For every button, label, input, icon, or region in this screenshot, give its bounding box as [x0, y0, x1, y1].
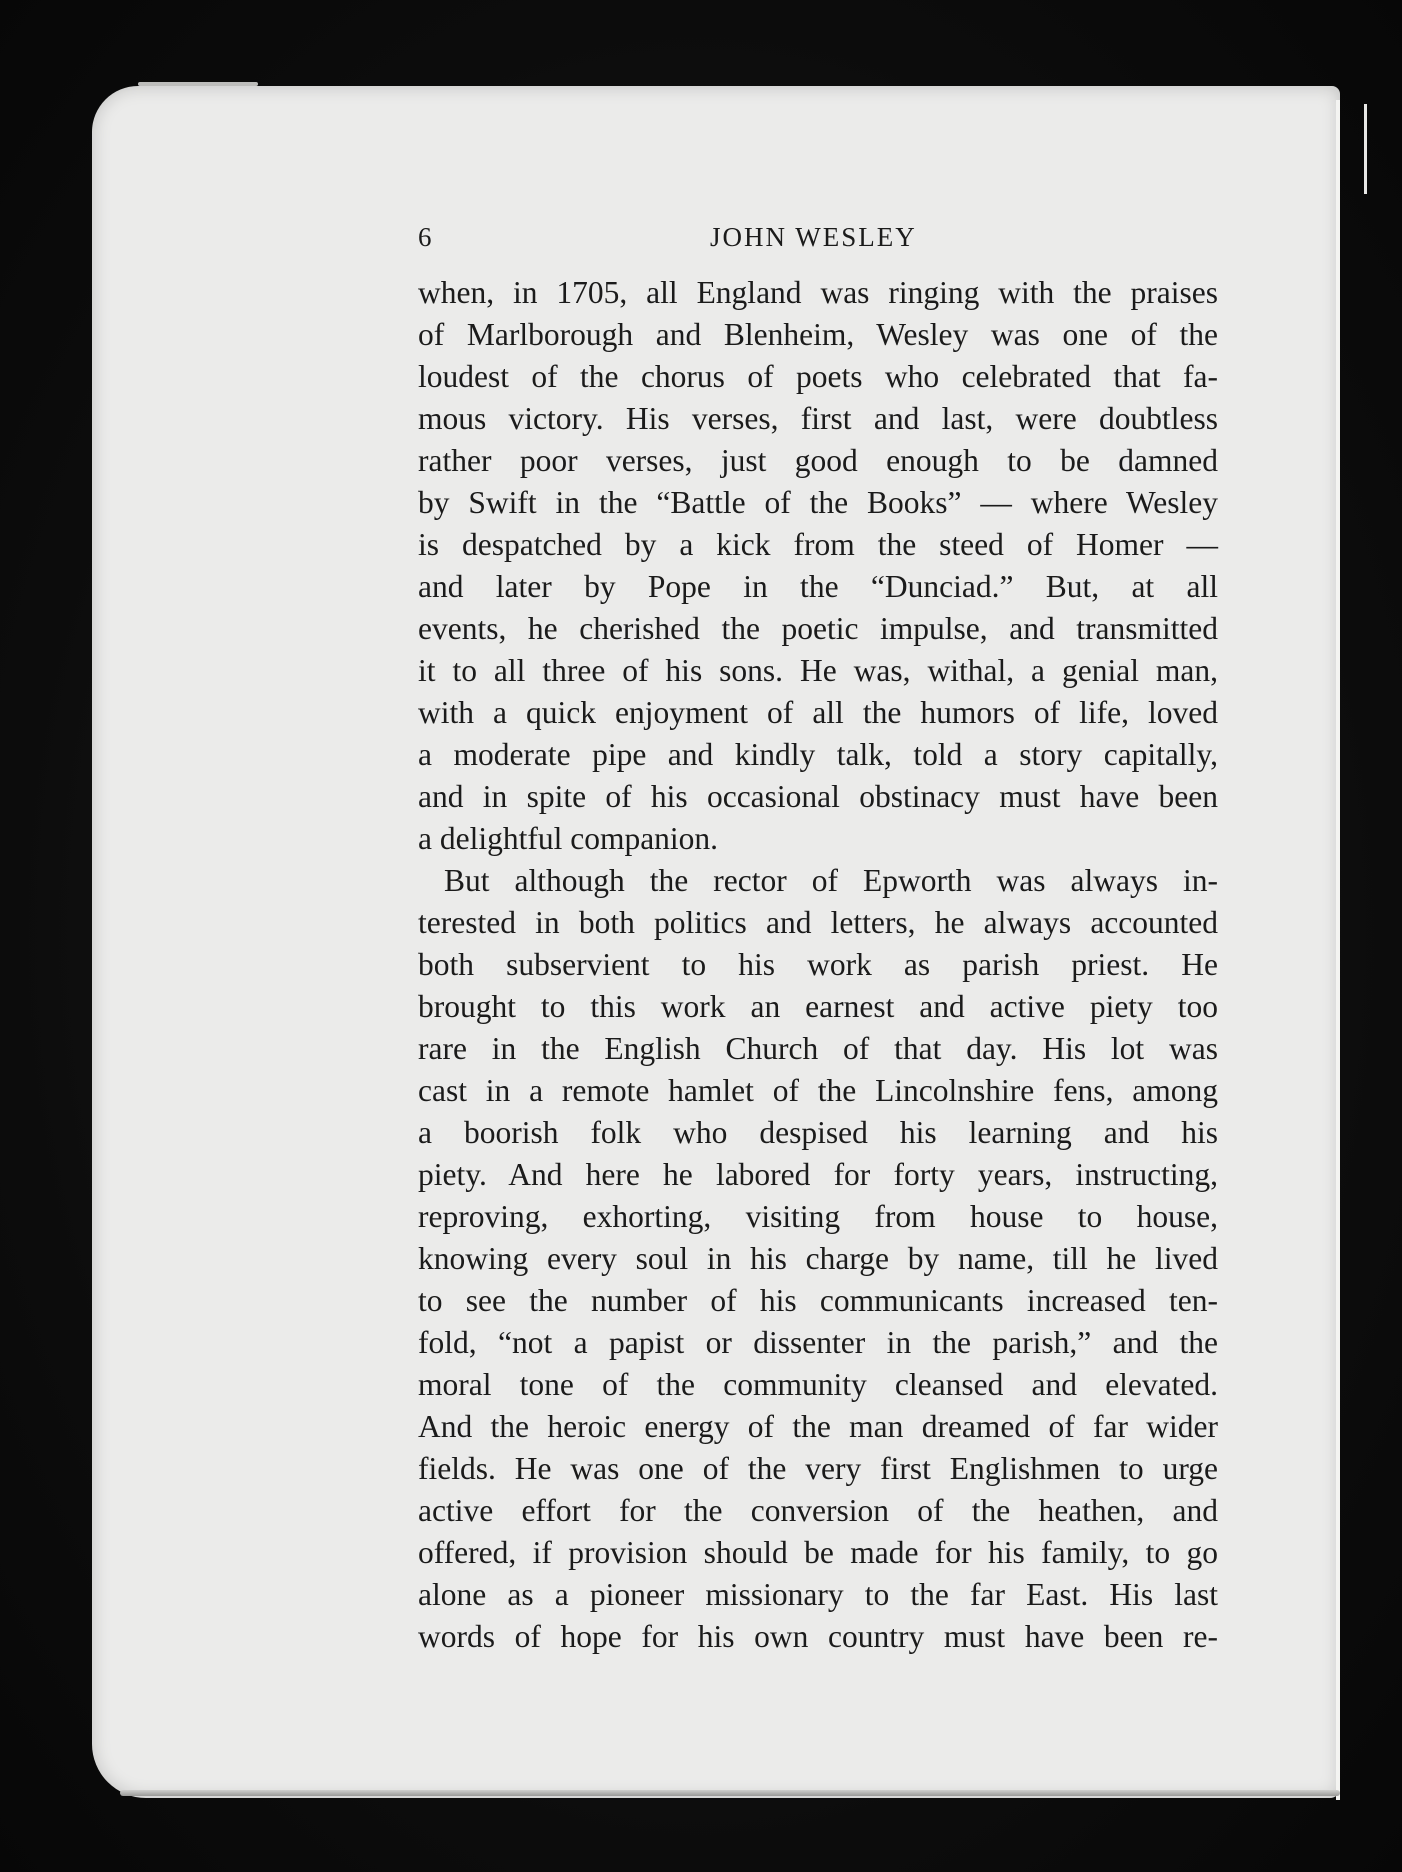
- text-line: reproving, exhorting, visiting from house to house,: [418, 1199, 1218, 1234]
- text-line: with a quick enjoyment of all the humors of life, loved: [418, 695, 1218, 730]
- text-line: And the heroic energy of the man dreamed of far wider: [418, 1409, 1218, 1444]
- text-line: brought to this work an earnest and active piety too: [418, 989, 1218, 1024]
- text-line: But although the rector of Epworth was always in-: [444, 863, 1218, 898]
- running-head: [418, 222, 1218, 262]
- page-right-edge: [1336, 100, 1340, 1800]
- text-line: of Marlborough and Blenheim, Wesley was one of the: [418, 317, 1218, 352]
- text-line: when, in 1705, all England was ringing with the praises: [418, 275, 1218, 310]
- text-line: knowing every soul in his charge by name, till he lived: [418, 1241, 1218, 1276]
- text-line: and later by Pope in the “Dunciad.” But, at all: [418, 569, 1218, 604]
- text-line: a delightful companion.: [418, 821, 719, 856]
- binding-line: [1364, 104, 1367, 194]
- text-line: rather poor verses, just good enough to be damned: [418, 443, 1218, 478]
- text-line: cast in a remote hamlet of the Lincolnshire fens, among: [418, 1073, 1218, 1108]
- text-line: offered, if provision should be made for his family, to go: [418, 1535, 1218, 1570]
- page-bottom-edge: [120, 1790, 1340, 1796]
- text-line: to see the number of his communicants increased ten-: [418, 1283, 1218, 1318]
- body-text: [418, 272, 1218, 1658]
- page-number: 6: [418, 222, 433, 252]
- text-line: active effort for the conversion of the heathen, and: [418, 1493, 1218, 1528]
- text-line: a boorish folk who despised his learning and his: [418, 1115, 1218, 1150]
- text-line: fields. He was one of the very first Englishmen to urge: [418, 1451, 1218, 1486]
- text-line: by Swift in the “Battle of the Books” — where Wesley: [418, 485, 1218, 520]
- running-title: JOHN WESLEY: [710, 222, 917, 252]
- text-line: moral tone of the community cleansed and elevated.: [418, 1367, 1218, 1402]
- text-line: words of hope for his own country must have been re-: [418, 1619, 1218, 1654]
- text-line: a moderate pipe and kindly talk, told a story capitally,: [418, 737, 1218, 772]
- paragraph-2: [418, 860, 1218, 1658]
- text-line: piety. And here he labored for forty years, instructing,: [418, 1157, 1218, 1192]
- text-line: is despatched by a kick from the steed of Homer —: [418, 527, 1218, 562]
- text-line: fold, “not a papist or dissenter in the parish,” and the: [418, 1325, 1218, 1360]
- paragraph-1: [418, 272, 1218, 860]
- text-line: terested in both politics and letters, he always accounted: [418, 905, 1218, 940]
- text-line: both subservient to his work as parish priest. He: [418, 947, 1218, 982]
- text-line: events, he cherished the poetic impulse, and transmitted: [418, 611, 1218, 646]
- page-content: [418, 222, 1218, 1658]
- text-line: alone as a pioneer missionary to the far East. His last: [418, 1577, 1218, 1612]
- text-line: loudest of the chorus of poets who celebrated that fa-: [418, 359, 1218, 394]
- text-line: mous victory. His verses, first and last, were doubtless: [418, 401, 1218, 436]
- text-line: rare in the English Church of that day. His lot was: [418, 1031, 1218, 1066]
- text-line: it to all three of his sons. He was, withal, a genial man,: [418, 653, 1218, 688]
- text-line: and in spite of his occasional obstinacy must have been: [418, 779, 1218, 814]
